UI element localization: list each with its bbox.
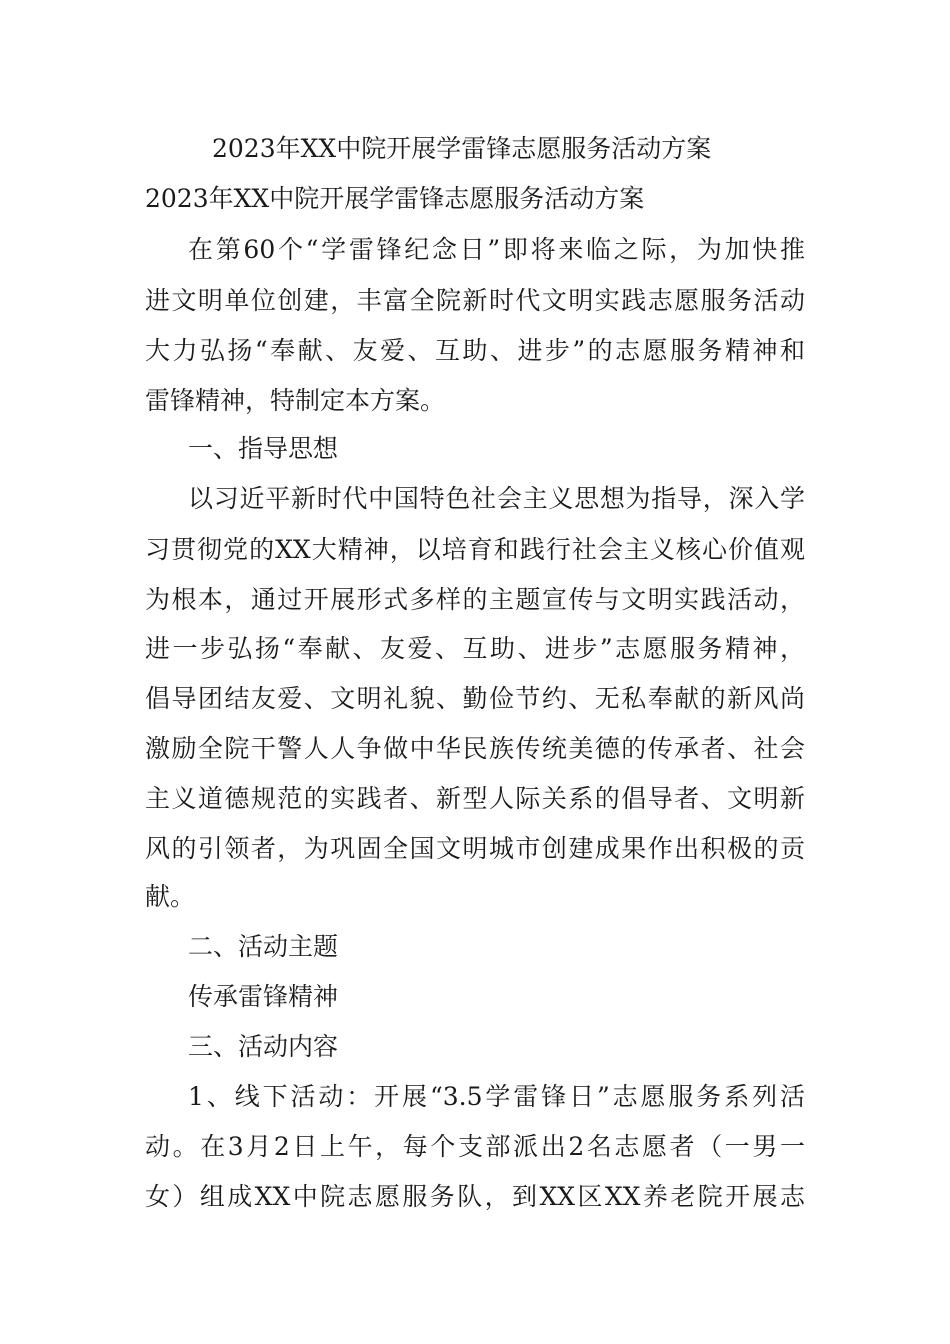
paragraph-line: 女）组成XX中院志愿服务队，到XX区XX养老院开展志: [145, 1182, 805, 1211]
paragraph-line: 在第60个“学雷锋纪念日”即将来临之际，为加快推: [188, 235, 805, 264]
paragraph-line: 献。: [145, 882, 196, 911]
paragraph-line: 动。在3月2日上午，每个支部派出2名志愿者（一男一: [145, 1132, 805, 1161]
paragraph-line: 激励全院干警人人争做中华民族传统美德的传承者、社会: [145, 734, 805, 763]
paragraph-line: 习贯彻党的XX大精神，以培育和践行社会主义核心价值观: [145, 535, 805, 564]
paragraph-line: 进文明单位创建，丰富全院新时代文明实践志愿服务活动: [145, 286, 805, 315]
paragraph-line: 雷锋精神，特制定本方案。: [145, 386, 446, 415]
paragraph-line: 为根本，通过开展形式多样的主题宣传与文明实践活动，: [145, 585, 805, 614]
paragraph-line: 进一步弘扬“奉献、友爱、互助、进步”志愿服务精神，: [145, 634, 805, 663]
section-heading: 三、活动内容: [188, 1032, 339, 1061]
activity-theme: 传承雷锋精神: [188, 982, 339, 1011]
paragraph-line: 风的引领者，为巩固全国文明城市创建成果作出积极的贡: [145, 834, 805, 863]
paragraph-line: 以习近平新时代中国特色社会主义思想为指导，深入学: [188, 484, 805, 513]
document-subtitle: 2023年XX中院开展学雷锋志愿服务活动方案: [145, 184, 645, 213]
section-heading: 二、活动主题: [188, 932, 339, 961]
paragraph-line: 大力弘扬“奉献、友爱、互助、进步”的志愿服务精神和: [145, 336, 805, 365]
document-title: 2023年XX中院开展学雷锋志愿服务活动方案: [212, 134, 712, 163]
paragraph-line: 1、线下活动：开展“3.5学雷锋日”志愿服务系列活: [188, 1082, 805, 1111]
paragraph-line: 倡导团结友爱、文明礼貌、勤俭节约、无私奉献的新风尚: [145, 684, 805, 713]
section-heading: 一、指导思想: [188, 434, 339, 463]
paragraph-line: 主义道德规范的实践者、新型人际关系的倡导者、文明新: [145, 784, 805, 813]
